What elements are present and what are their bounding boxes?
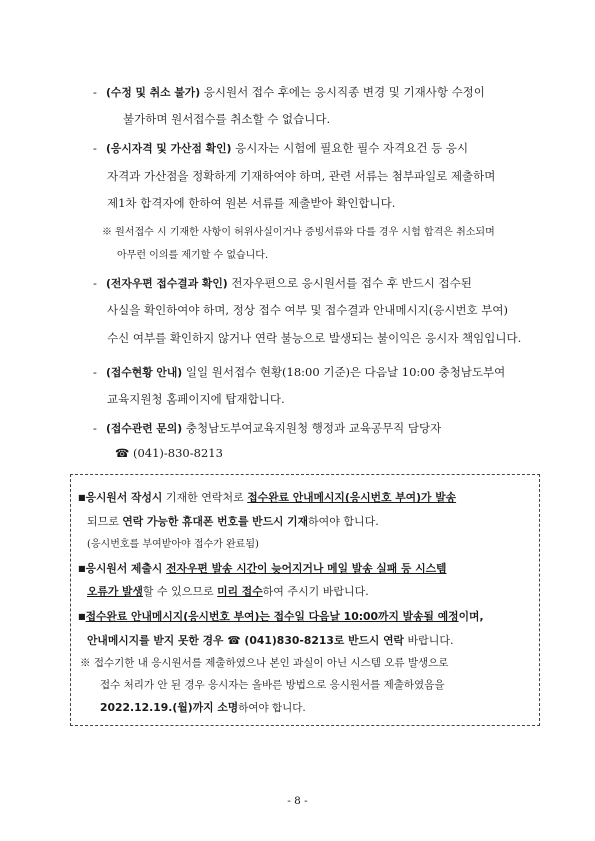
item-text: 제1차 합격자에 한하여 원본 서류를 제출받아 확인합니다. <box>107 196 396 210</box>
item-text: 수신 여부를 확인하지 않거나 연락 불능으로 발생되는 불이익은 응시자 책임입니다. <box>107 331 522 345</box>
item-text: 응시원서 접수 후에는 응시직종 변경 및 기재사항 수정이 <box>200 85 485 99</box>
dash: - <box>93 276 97 290</box>
bullet-icon: ■ <box>78 612 86 621</box>
item-text: 자격과 가산점을 정확하게 기재하여야 하며, 관련 서류는 첨부파일로 제출하며 <box>107 169 496 183</box>
note-text: 아무런 이의를 제기할 수 없습니다. <box>117 250 269 261</box>
item-text: 전자우편으로 응시원서를 접수 후 반드시 접수된 <box>227 276 472 290</box>
bullet-icon: ■ <box>78 493 86 502</box>
dash: - <box>93 85 97 99</box>
dash: - <box>93 365 97 379</box>
page-number: - 8 - <box>287 795 308 807</box>
item-text: 충청남도부여교육지원청 행정과 교육공무직 담당자 <box>182 421 442 435</box>
dash: - <box>93 141 97 155</box>
item-text: 일일 원서접수 현황(18:00 기준)은 다음날 10:00 충청남도부여 <box>182 365 506 379</box>
item-title: (응시자격 및 가산점 확인) <box>106 142 232 155</box>
item-title: (수정 및 취소 불가) <box>106 86 201 99</box>
item-title: (접수현황 안내) <box>106 366 183 379</box>
phone-number: ☎ (041)-830-8213 <box>115 446 223 460</box>
item-text: 응시자는 시험에 필요한 필수 자격요건 등 응시 <box>231 141 469 155</box>
dash: - <box>93 421 97 435</box>
item-text: 교육지원청 홈페이지에 탑재합니다. <box>107 392 285 406</box>
item-text: 불가하며 원서접수를 취소할 수 없습니다. <box>123 112 331 126</box>
item-title: (전자우편 접수결과 확인) <box>106 277 228 290</box>
bullet-icon: ■ <box>78 564 86 573</box>
item-text: 사실을 확인하여야 하며, 정상 접수 여부 및 접수결과 안내메시지(응시번호 부여) <box>107 303 509 317</box>
item-title: (접수관련 문의) <box>106 422 183 435</box>
note-text: ※ 원서접수 시 기재한 사항이 허위사실이거나 증빙서류와 다를 경우 시험 합격은 취소되며 <box>102 227 495 238</box>
